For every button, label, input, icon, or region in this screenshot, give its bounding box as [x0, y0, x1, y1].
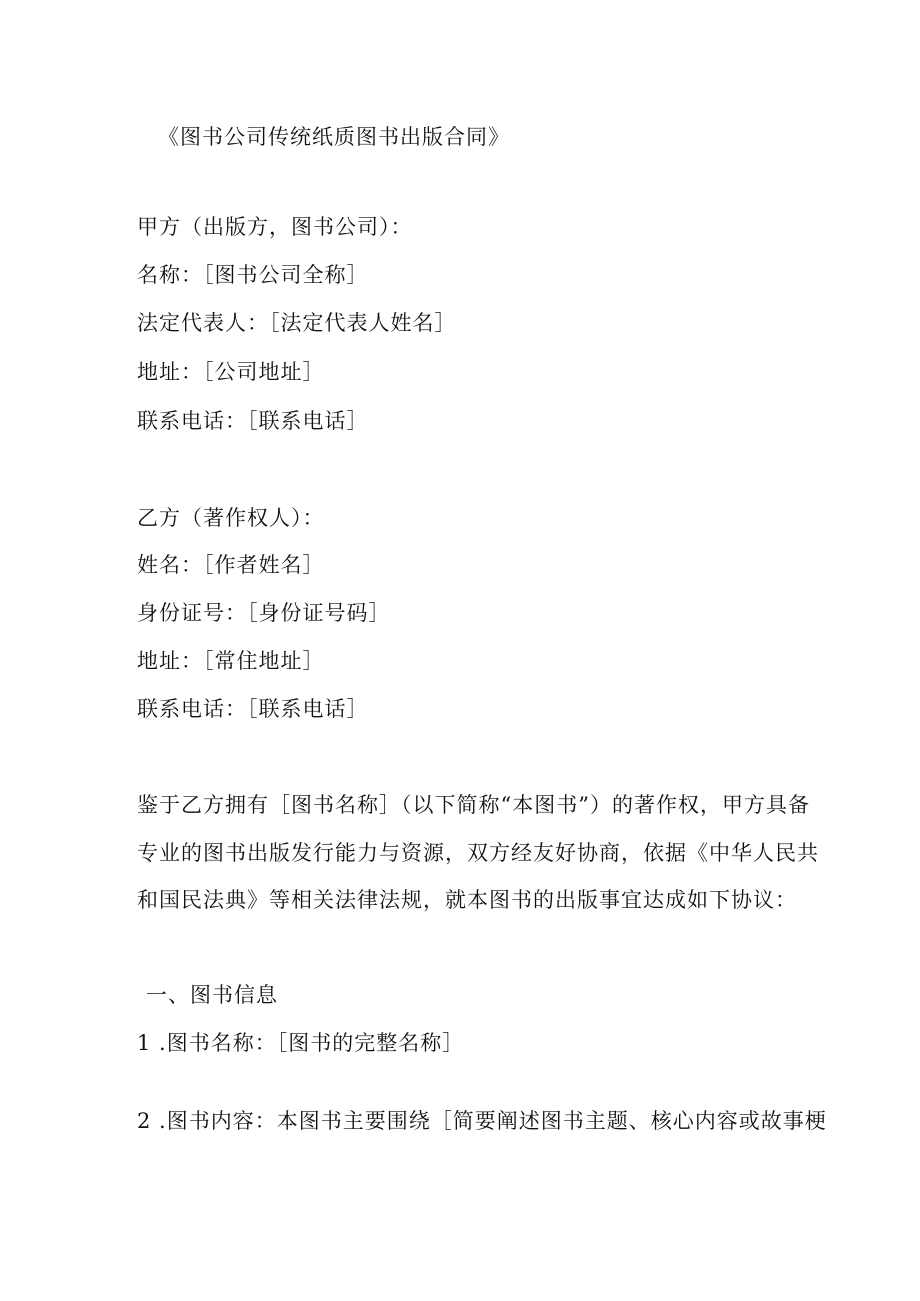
party-a-heading: 甲方（出版方，图书公司）： [137, 215, 413, 239]
party-b-phone: 联系电话：［联系电话］ [137, 697, 369, 721]
party-a-phone: 联系电话：［联系电话］ [137, 409, 369, 433]
preamble-line: 鉴于乙方拥有［图书名称］（以下简称“本图书”）的著作权，甲方具备 [137, 793, 810, 817]
section-item: 1 .图书名称：［图书的完整名称］ [137, 1031, 465, 1055]
party-b-heading: 乙方（著作权人）： [137, 506, 325, 530]
party-b-address: 地址：［常住地址］ [137, 649, 325, 673]
preamble-line: 专业的图书出版发行能力与资源，双方经友好协商，依据《中华人民共 [137, 841, 819, 865]
party-a-representative: 法定代表人：［法定代表人姓名］ [137, 311, 457, 335]
party-b-name: 姓名：［作者姓名］ [137, 553, 325, 577]
section-item: 2 .图书内容：本图书主要围绕［简要阐述图书主题、核心内容或故事梗 [137, 1109, 827, 1133]
party-a-name: 名称：［图书公司全称］ [137, 263, 369, 287]
section-heading: 一、图书信息 [146, 983, 278, 1007]
preamble-line: 和国民法典》等相关法律法规，就本图书的出版事宜达成如下协议： [137, 888, 797, 912]
document-title: 《图书公司传统纸质图书出版合同》 [158, 125, 510, 149]
party-b-id-number: 身份证号：［身份证号码］ [137, 601, 391, 625]
party-a-address: 地址：［公司地址］ [137, 360, 325, 384]
